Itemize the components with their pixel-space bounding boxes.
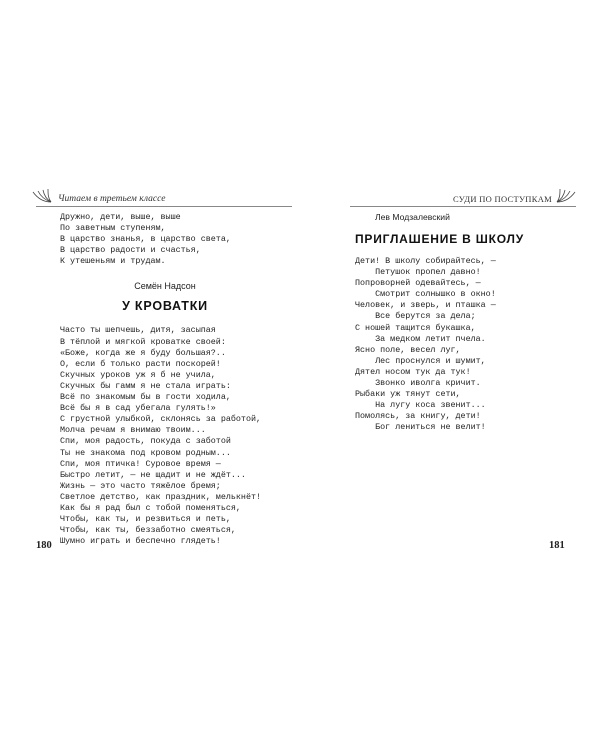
- right-ornament-icon: [556, 188, 578, 204]
- poem-line: В царство радости и счастья,: [60, 245, 201, 256]
- poem-line: Светлое детство, как праздник, мелькнёт!: [60, 491, 262, 502]
- poem-line: Шумно играть и беспечно глядеть!: [60, 536, 221, 547]
- poem-line: Человек, и зверь, и пташка —: [355, 300, 496, 311]
- poem-line: Рыбаки уж тянут сети,: [355, 389, 461, 400]
- poem-line: Чтобы, как ты, и резвиться и петь,: [60, 514, 231, 525]
- right-header-rule: [350, 206, 576, 207]
- poem3-title: ПРИГЛАШЕНИЕ В ШКОЛУ: [355, 232, 525, 246]
- poem-line: Ясно поле, весел луг,: [355, 344, 461, 355]
- left-page-body: [60, 212, 310, 547]
- poem-line: Дятел носом тук да тук!: [355, 366, 471, 377]
- poem-line: О, если б только расти поскорей!: [60, 358, 221, 369]
- poem-line: Как бы я рад был с тобой поменяться,: [60, 502, 241, 513]
- right-page-number: 181: [549, 540, 565, 551]
- right-page-body: [355, 212, 555, 434]
- poem-line: В царство знанья, в царство света,: [60, 234, 231, 245]
- poem-line: К утешеньям и трудам.: [60, 256, 166, 267]
- poem-line: Скучных уроков уж я б не учила,: [60, 369, 216, 380]
- poem-line: Звонко иволга кричит.: [355, 378, 481, 389]
- left-ornament-icon: [30, 188, 52, 204]
- poem-line: С ношей тащится букашка,: [355, 322, 476, 333]
- poem-line: Помолясь, за книгу, дети!: [355, 411, 481, 422]
- poem-line: Молча речам я внимаю твоим...: [60, 425, 206, 436]
- left-header-rule: [36, 206, 292, 207]
- poem-line: Быстро летит, — не щадит и не ждёт...: [60, 469, 246, 480]
- poem-line: Дети! В школу собирайтесь, —: [355, 256, 496, 266]
- poem-line: Жизнь — это часто тяжёлое бремя;: [60, 480, 221, 491]
- poem-line: Бог лениться не велит!: [355, 422, 486, 433]
- left-page-number: 180: [36, 540, 52, 551]
- right-running-title: СУДИ ПО ПОСТУПКАМ: [452, 194, 552, 204]
- poem-line: Всё бы я в сад убегала гулять!»: [60, 403, 216, 414]
- poem2-author: Семён Надсон: [134, 281, 196, 292]
- poem2-body: [60, 325, 310, 547]
- poem-line: Попроворней одевайтесь, —: [355, 278, 481, 289]
- poem-line: С грустной улыбкой, склонясь за работой,: [60, 414, 262, 425]
- poem1-stanza: [60, 212, 310, 267]
- poem-line: Часто ты шепчешь, дитя, засыпая: [60, 325, 216, 336]
- poem3-author: Лев Модзалевский: [375, 212, 450, 222]
- poem-line: Все берутся за дела;: [355, 311, 476, 322]
- poem-line: Спи, моя птичка! Суровое время —: [60, 458, 221, 469]
- poem-line: «Боже, когда же я буду большая?..: [60, 347, 226, 358]
- left-page-header: [30, 188, 292, 204]
- poem-line: Всё по знакомым бы в гости ходила,: [60, 392, 231, 403]
- poem-line: Чтобы, как ты, беззаботно смеяться,: [60, 525, 236, 536]
- left-running-title: Читаем в третьем классе: [58, 194, 166, 204]
- poem2-title: У КРОВАТКИ: [122, 299, 208, 314]
- poem-line: Спи, моя радость, покуда с заботой: [60, 436, 231, 447]
- poem-line: В тёплой и мягкой кроватке своей:: [60, 336, 226, 347]
- poem-line: Скучных бы гамм я не стала играть:: [60, 380, 231, 391]
- poem-line: За медком летит пчела.: [355, 333, 486, 344]
- right-page-header: [448, 188, 578, 204]
- poem-line: Лес проснулся и шумит,: [355, 355, 486, 366]
- poem-line: Петушок пропел давно!: [355, 267, 481, 278]
- poem-line: Дружно, дети, выше, выше: [60, 212, 181, 222]
- poem-line: Смотрит солнышко в окно!: [355, 289, 496, 300]
- poem-line: Ты не знакома под кровом родным...: [60, 447, 231, 458]
- poem-line: На лугу коса звенит...: [355, 400, 486, 411]
- poem3-body: [355, 256, 555, 434]
- poem-line: По заветным ступеням,: [60, 223, 166, 234]
